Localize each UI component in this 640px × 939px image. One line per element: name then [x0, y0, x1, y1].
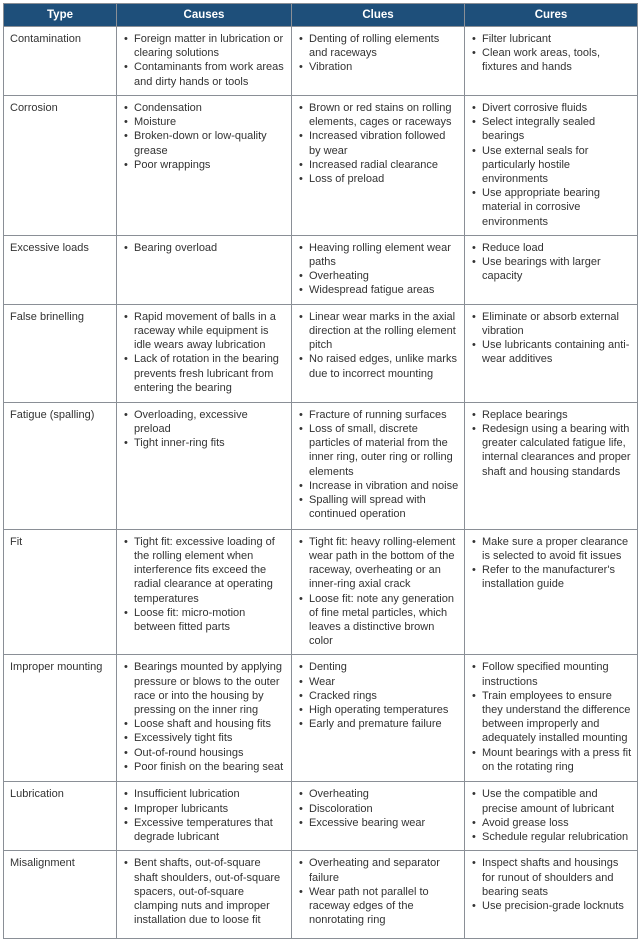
- clues-list-item: • Loss of preload: [298, 172, 460, 186]
- cures-cell: [465, 402, 638, 529]
- causes-list-item: • Tight inner-ring fits: [123, 436, 287, 450]
- clues-list-item: • Increased radial clearance: [298, 158, 460, 172]
- cures-list-item: • Use external seals for particularly hostile environments: [471, 144, 633, 187]
- causes-cell: [117, 235, 292, 304]
- clues-cell: [292, 235, 465, 304]
- cures-list-item: • Select integrally sealed bearings: [471, 115, 633, 143]
- clues-list-item: • Wear: [298, 675, 460, 689]
- header-row: [4, 4, 638, 27]
- clues-list-item: • Vibration: [298, 60, 460, 74]
- clues-list-item: • Fracture of running surfaces: [298, 408, 460, 422]
- causes-list-item: • Poor wrappings: [123, 158, 287, 172]
- table-row: [4, 96, 638, 236]
- cures-cell: [465, 304, 638, 402]
- cures-cell: [465, 782, 638, 851]
- clues-list-item: • High operating temperatures: [298, 703, 460, 717]
- causes-list-item: • Loose shaft and housing fits: [123, 717, 287, 731]
- cures-list-item: • Follow specified mounting instructions: [471, 660, 633, 688]
- clues-cell: [292, 655, 465, 782]
- type-cell: Contamination: [4, 27, 117, 96]
- cures-cell: [465, 27, 638, 96]
- clues-list-item: • Tight fit: heavy rolling-element wear path in the bottom of the raceway, overheating or an inner-ring axial crack: [298, 535, 460, 592]
- cures-list-item: • Eliminate or absorb external vibration: [471, 310, 633, 338]
- causes-list-item: • Lack of rotation in the bearing prevents fresh lubricant from entering the bearing: [123, 352, 287, 395]
- cures-list: [471, 101, 633, 229]
- cures-list: [471, 310, 633, 367]
- clues-list: [298, 535, 460, 649]
- causes-list-item: • Insufficient lubrication: [123, 787, 287, 801]
- causes-cell: [117, 304, 292, 402]
- cures-list: [471, 856, 633, 913]
- table-row: [4, 402, 638, 529]
- causes-list-item: • Bearings mounted by applying pressure or blows to the outer race or into the housing by pressing on the inner ring: [123, 660, 287, 717]
- clues-cell: [292, 402, 465, 529]
- clues-cell: [292, 27, 465, 96]
- table-row: [4, 655, 638, 782]
- clues-list: [298, 101, 460, 186]
- clues-list: [298, 787, 460, 830]
- cures-list: [471, 408, 633, 479]
- clues-list-item: • No raised edges, unlike marks due to incorrect mounting: [298, 352, 460, 380]
- cures-list-item: • Clean work areas, tools, fixtures and hands: [471, 46, 633, 74]
- causes-list: [123, 408, 287, 451]
- causes-cell: [117, 96, 292, 236]
- cures-list-item: • Redesign using a bearing with greater calculated fatigue life, internal clearances and proper shaft and housing standards: [471, 422, 633, 479]
- table-row: [4, 851, 638, 939]
- causes-list-item: • Poor finish on the bearing seat: [123, 760, 287, 774]
- table-row: [4, 529, 638, 655]
- clues-list: [298, 856, 460, 927]
- cures-list-item: • Use lubricants containing anti-wear additives: [471, 338, 633, 366]
- type-cell: Misalignment: [4, 851, 117, 939]
- clues-list: [298, 310, 460, 381]
- header-causes: Causes: [117, 4, 292, 27]
- causes-list-item: • Out-of-round housings: [123, 746, 287, 760]
- cures-list-item: • Replace bearings: [471, 408, 633, 422]
- cures-cell: [465, 851, 638, 939]
- causes-list: [123, 787, 287, 844]
- table-header: [4, 4, 638, 27]
- clues-list-item: • Loss of small, discrete particles of material from the inner ring, outer ring or rolling elements: [298, 422, 460, 479]
- cures-list-item: • Reduce load: [471, 241, 633, 255]
- cures-cell: [465, 655, 638, 782]
- clues-cell: [292, 304, 465, 402]
- causes-cell: [117, 402, 292, 529]
- cures-list-item: • Use appropriate bearing material in corrosive environments: [471, 186, 633, 229]
- header-clues: Clues: [292, 4, 465, 27]
- cures-list-item: • Train employees to ensure they understand the difference between improperly and adequately installed mounting: [471, 689, 633, 746]
- clues-list-item: • Early and premature failure: [298, 717, 460, 731]
- causes-list: [123, 660, 287, 774]
- clues-cell: [292, 96, 465, 236]
- causes-list-item: • Moisture: [123, 115, 287, 129]
- causes-list-item: • Loose fit: micro-motion between fitted parts: [123, 606, 287, 634]
- clues-list: [298, 660, 460, 731]
- causes-list: [123, 310, 287, 395]
- clues-cell: [292, 782, 465, 851]
- type-cell: Corrosion: [4, 96, 117, 236]
- header-type: Type: [4, 4, 117, 27]
- clues-list-item: • Brown or red stains on rolling elements, cages or raceways: [298, 101, 460, 129]
- cures-list: [471, 787, 633, 844]
- causes-cell: [117, 529, 292, 655]
- cures-list-item: • Schedule regular relubrication: [471, 830, 633, 844]
- type-cell: Excessive loads: [4, 235, 117, 304]
- clues-list-item: • Denting of rolling elements and raceways: [298, 32, 460, 60]
- cures-list: [471, 241, 633, 284]
- clues-list: [298, 32, 460, 75]
- clues-list-item: • Discoloration: [298, 802, 460, 816]
- causes-list-item: • Contaminants from work areas and dirty hands or tools: [123, 60, 287, 88]
- cures-list-item: • Mount bearings with a press fit on the rotating ring: [471, 746, 633, 774]
- clues-list-item: • Heaving rolling element wear paths: [298, 241, 460, 269]
- clues-list-item: • Wear path not parallel to raceway edges of the nonrotating ring: [298, 885, 460, 928]
- cures-list: [471, 535, 633, 592]
- table-row: [4, 235, 638, 304]
- bearing-failure-table: [3, 3, 638, 939]
- causes-list-item: • Broken-down or low-quality grease: [123, 129, 287, 157]
- type-cell: Fit: [4, 529, 117, 655]
- cures-cell: [465, 235, 638, 304]
- causes-cell: [117, 851, 292, 939]
- causes-list-item: • Bent shafts, out-of-square shaft shoulders, out-of-square spacers, out-of-square clamping nuts and improper installation due to loose fit: [123, 856, 287, 927]
- causes-list: [123, 241, 287, 255]
- type-cell: Improper mounting: [4, 655, 117, 782]
- causes-list-item: • Tight fit: excessive loading of the rolling element when interference fits exceed the radial clearance at operating temperatures: [123, 535, 287, 606]
- cures-list-item: • Inspect shafts and housings for runout of shoulders and bearing seats: [471, 856, 633, 899]
- cures-list-item: • Divert corrosive fluids: [471, 101, 633, 115]
- cures-list: [471, 32, 633, 75]
- clues-list-item: • Denting: [298, 660, 460, 674]
- cures-list: [471, 660, 633, 774]
- header-cures: Cures: [465, 4, 638, 27]
- clues-list-item: • Widespread fatigue areas: [298, 283, 460, 297]
- clues-list-item: • Increased vibration followed by wear: [298, 129, 460, 157]
- type-cell: Lubrication: [4, 782, 117, 851]
- causes-list: [123, 32, 287, 89]
- clues-list-item: • Increase in vibration and noise: [298, 479, 460, 493]
- causes-list-item: • Excessive temperatures that degrade lubricant: [123, 816, 287, 844]
- clues-list: [298, 408, 460, 522]
- cures-list-item: • Avoid grease loss: [471, 816, 633, 830]
- causes-cell: [117, 27, 292, 96]
- causes-list: [123, 535, 287, 634]
- causes-list-item: • Foreign matter in lubrication or clearing solutions: [123, 32, 287, 60]
- clues-list-item: • Excessive bearing wear: [298, 816, 460, 830]
- clues-list-item: • Cracked rings: [298, 689, 460, 703]
- cures-list-item: • Use the compatible and precise amount of lubricant: [471, 787, 633, 815]
- causes-list-item: • Bearing overload: [123, 241, 287, 255]
- clues-cell: [292, 529, 465, 655]
- causes-list: [123, 856, 287, 927]
- clues-list-item: • Overheating: [298, 269, 460, 283]
- causes-list-item: • Rapid movement of balls in a raceway while equipment is idle wears away lubrication: [123, 310, 287, 353]
- clues-list-item: • Overheating and separator failure: [298, 856, 460, 884]
- cures-list-item: • Make sure a proper clearance is selected to avoid fit issues: [471, 535, 633, 563]
- table-row: [4, 782, 638, 851]
- clues-list: [298, 241, 460, 298]
- causes-list-item: • Improper lubricants: [123, 802, 287, 816]
- cures-cell: [465, 529, 638, 655]
- type-cell: Fatigue (spalling): [4, 402, 117, 529]
- table-row: [4, 304, 638, 402]
- causes-list-item: • Overloading, excessive preload: [123, 408, 287, 436]
- cures-list-item: • Use precision-grade locknuts: [471, 899, 633, 913]
- table-row: [4, 27, 638, 96]
- clues-cell: [292, 851, 465, 939]
- causes-list: [123, 101, 287, 172]
- cures-list-item: • Filter lubricant: [471, 32, 633, 46]
- clues-list-item: • Linear wear marks in the axial direction at the rolling element pitch: [298, 310, 460, 353]
- causes-list-item: • Condensation: [123, 101, 287, 115]
- type-cell: False brinelling: [4, 304, 117, 402]
- table-body: [4, 27, 638, 939]
- cures-cell: [465, 96, 638, 236]
- causes-list-item: • Excessively tight fits: [123, 731, 287, 745]
- cures-list-item: • Use bearings with larger capacity: [471, 255, 633, 283]
- clues-list-item: • Loose fit: note any generation of fine metal particles, which leaves a distinctive brown color: [298, 592, 460, 649]
- clues-list-item: • Overheating: [298, 787, 460, 801]
- causes-cell: [117, 782, 292, 851]
- causes-cell: [117, 655, 292, 782]
- cures-list-item: • Refer to the manufacturer's installation guide: [471, 563, 633, 591]
- clues-list-item: • Spalling will spread with continued operation: [298, 493, 460, 521]
